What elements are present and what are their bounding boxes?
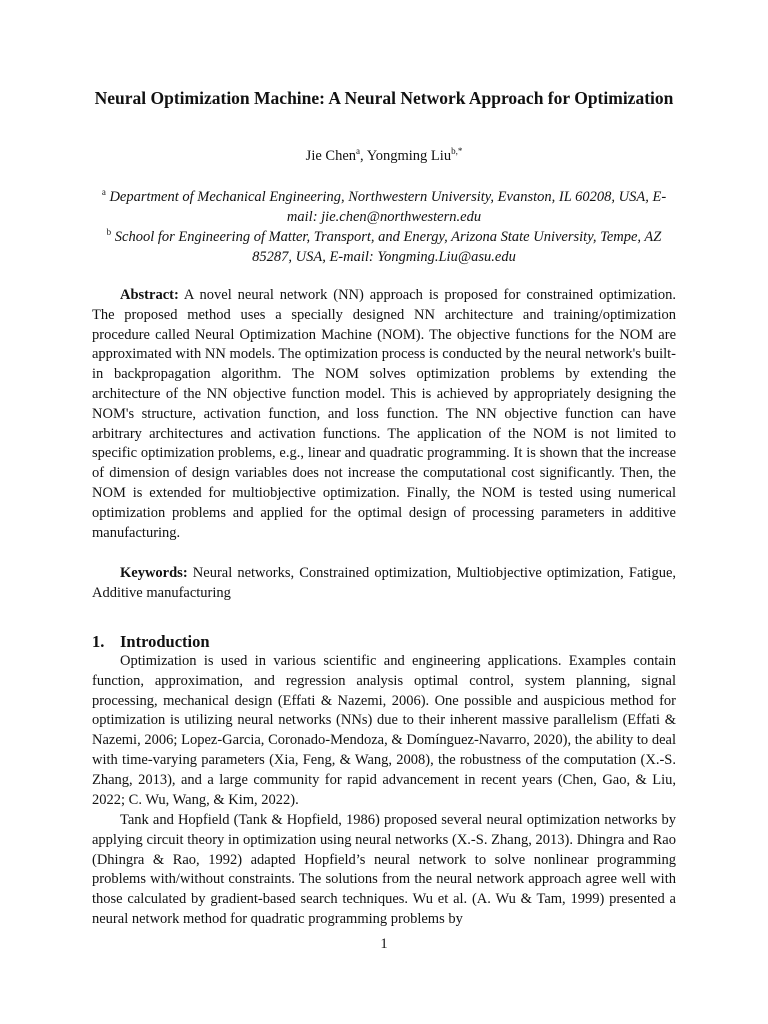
author-name: Yongming Liu [366, 148, 452, 164]
abstract-text: A novel neural network (NN) approach is proposed for constrained optimization. The proposed method uses a specially designed NN architecture and training/optimization procedure called Neural Optimization Machine (NOM). The objective functions for the NOM are approximated with NN models. The optimization process is conducted by the neural network's built-in backpropagation algorithm. The NOM solves optimization problems by extending the architecture of the NN objective function model. This is achieved by appropriately designing the NOM's structure, activation function, and loss function. The NN objective function can have arbitrary architectures and activation functions. The application of the NOM is not limited to specific optimization problems, e.g., linear and quadratic programming. It is shown that the increase of dimension of design variables does not increase the computational cost significantly. Then, the NOM is extended for multiobjective optimization. Finally, the NOM is tested using numerical optimization problems and applied for the optimal design of processing parameters in additive manufacturing. [92, 287, 676, 541]
page-number: 1 [380, 936, 388, 952]
author-name: Jie Chen [305, 148, 357, 164]
abstract [92, 286, 676, 543]
section-heading [92, 632, 210, 652]
affiliation-marker: a [101, 187, 106, 198]
intro-paragraph: Optimization is used in various scientific and engineering applications. Examples contain function, approximation, and regression analysis optimal control, system planning, signal processing, mechanical design (Effati & Nazemi, 2006). One possible and auspicious method for optimization is utilizing neural networks (NNs) due to their inherent massive parallelism (Effati & Nazemi, 2006; Lopez-Garcia, Coronado-Mendoza, & Domínguez-Navarro, 2020), the ability to deal with time-varying parameters (Xia, Feng, & Wang, 2008), the robustness of the computation (X.-S. Zhang, 2013), and a large community for rapid advancement in recent years (Chen, Gao, & Liu, 2022; C. Wu, Wang, & Kim, 2022). [92, 653, 676, 808]
keywords [92, 564, 676, 604]
keywords-text: Neural networks, Constrained optimization, Multiobjective optimization, Fatigue, Additive manufacturing [92, 565, 676, 601]
section-number: 1. [92, 632, 105, 651]
affiliation-text: School for Engineering of Matter, Transport, and Energy, Arizona State University, Tempe, AZ 85287, USA, E-mail: Yongming.Liu@asu.edu [114, 229, 662, 265]
affiliation-b [92, 227, 676, 267]
paper-title: Neural Optimization Machine: A Neural Network Approach for Optimization [94, 88, 674, 108]
affiliation-marker: b [106, 227, 112, 238]
abstract-label: Abstract: [120, 287, 179, 303]
author-list [92, 147, 676, 165]
affiliation-text: Department of Mechanical Engineering, Northwestern University, Evanston, IL 60208, USA, E-mail: jie.chen@northwestern.edu [109, 189, 667, 225]
intro-paragraph: Tank and Hopfield (Tank & Hopfield, 1986) proposed several neural optimization networks by applying circuit theory in optimization using neural networks (X.-S. Zhang, 2013). Dhingra and Rao (Dhingra & Rao, 1992) adapted Hopfield’s neural network to solve nonlinear programming problems with/without constraints. The solutions from the neural network approach agree well with those calculated by gradient-based search techniques. Wu et al. (A. Wu & Tam, 1999) presented a neural network method for quadratic programming problems by [92, 812, 676, 927]
author-affiliation-marker: b,* [451, 146, 463, 157]
author-separator: , [360, 148, 367, 164]
section-title: Introduction [120, 632, 210, 651]
keywords-label: Keywords: [120, 565, 188, 581]
affiliation-a [92, 187, 676, 227]
author-affiliation-marker: a [356, 146, 361, 157]
